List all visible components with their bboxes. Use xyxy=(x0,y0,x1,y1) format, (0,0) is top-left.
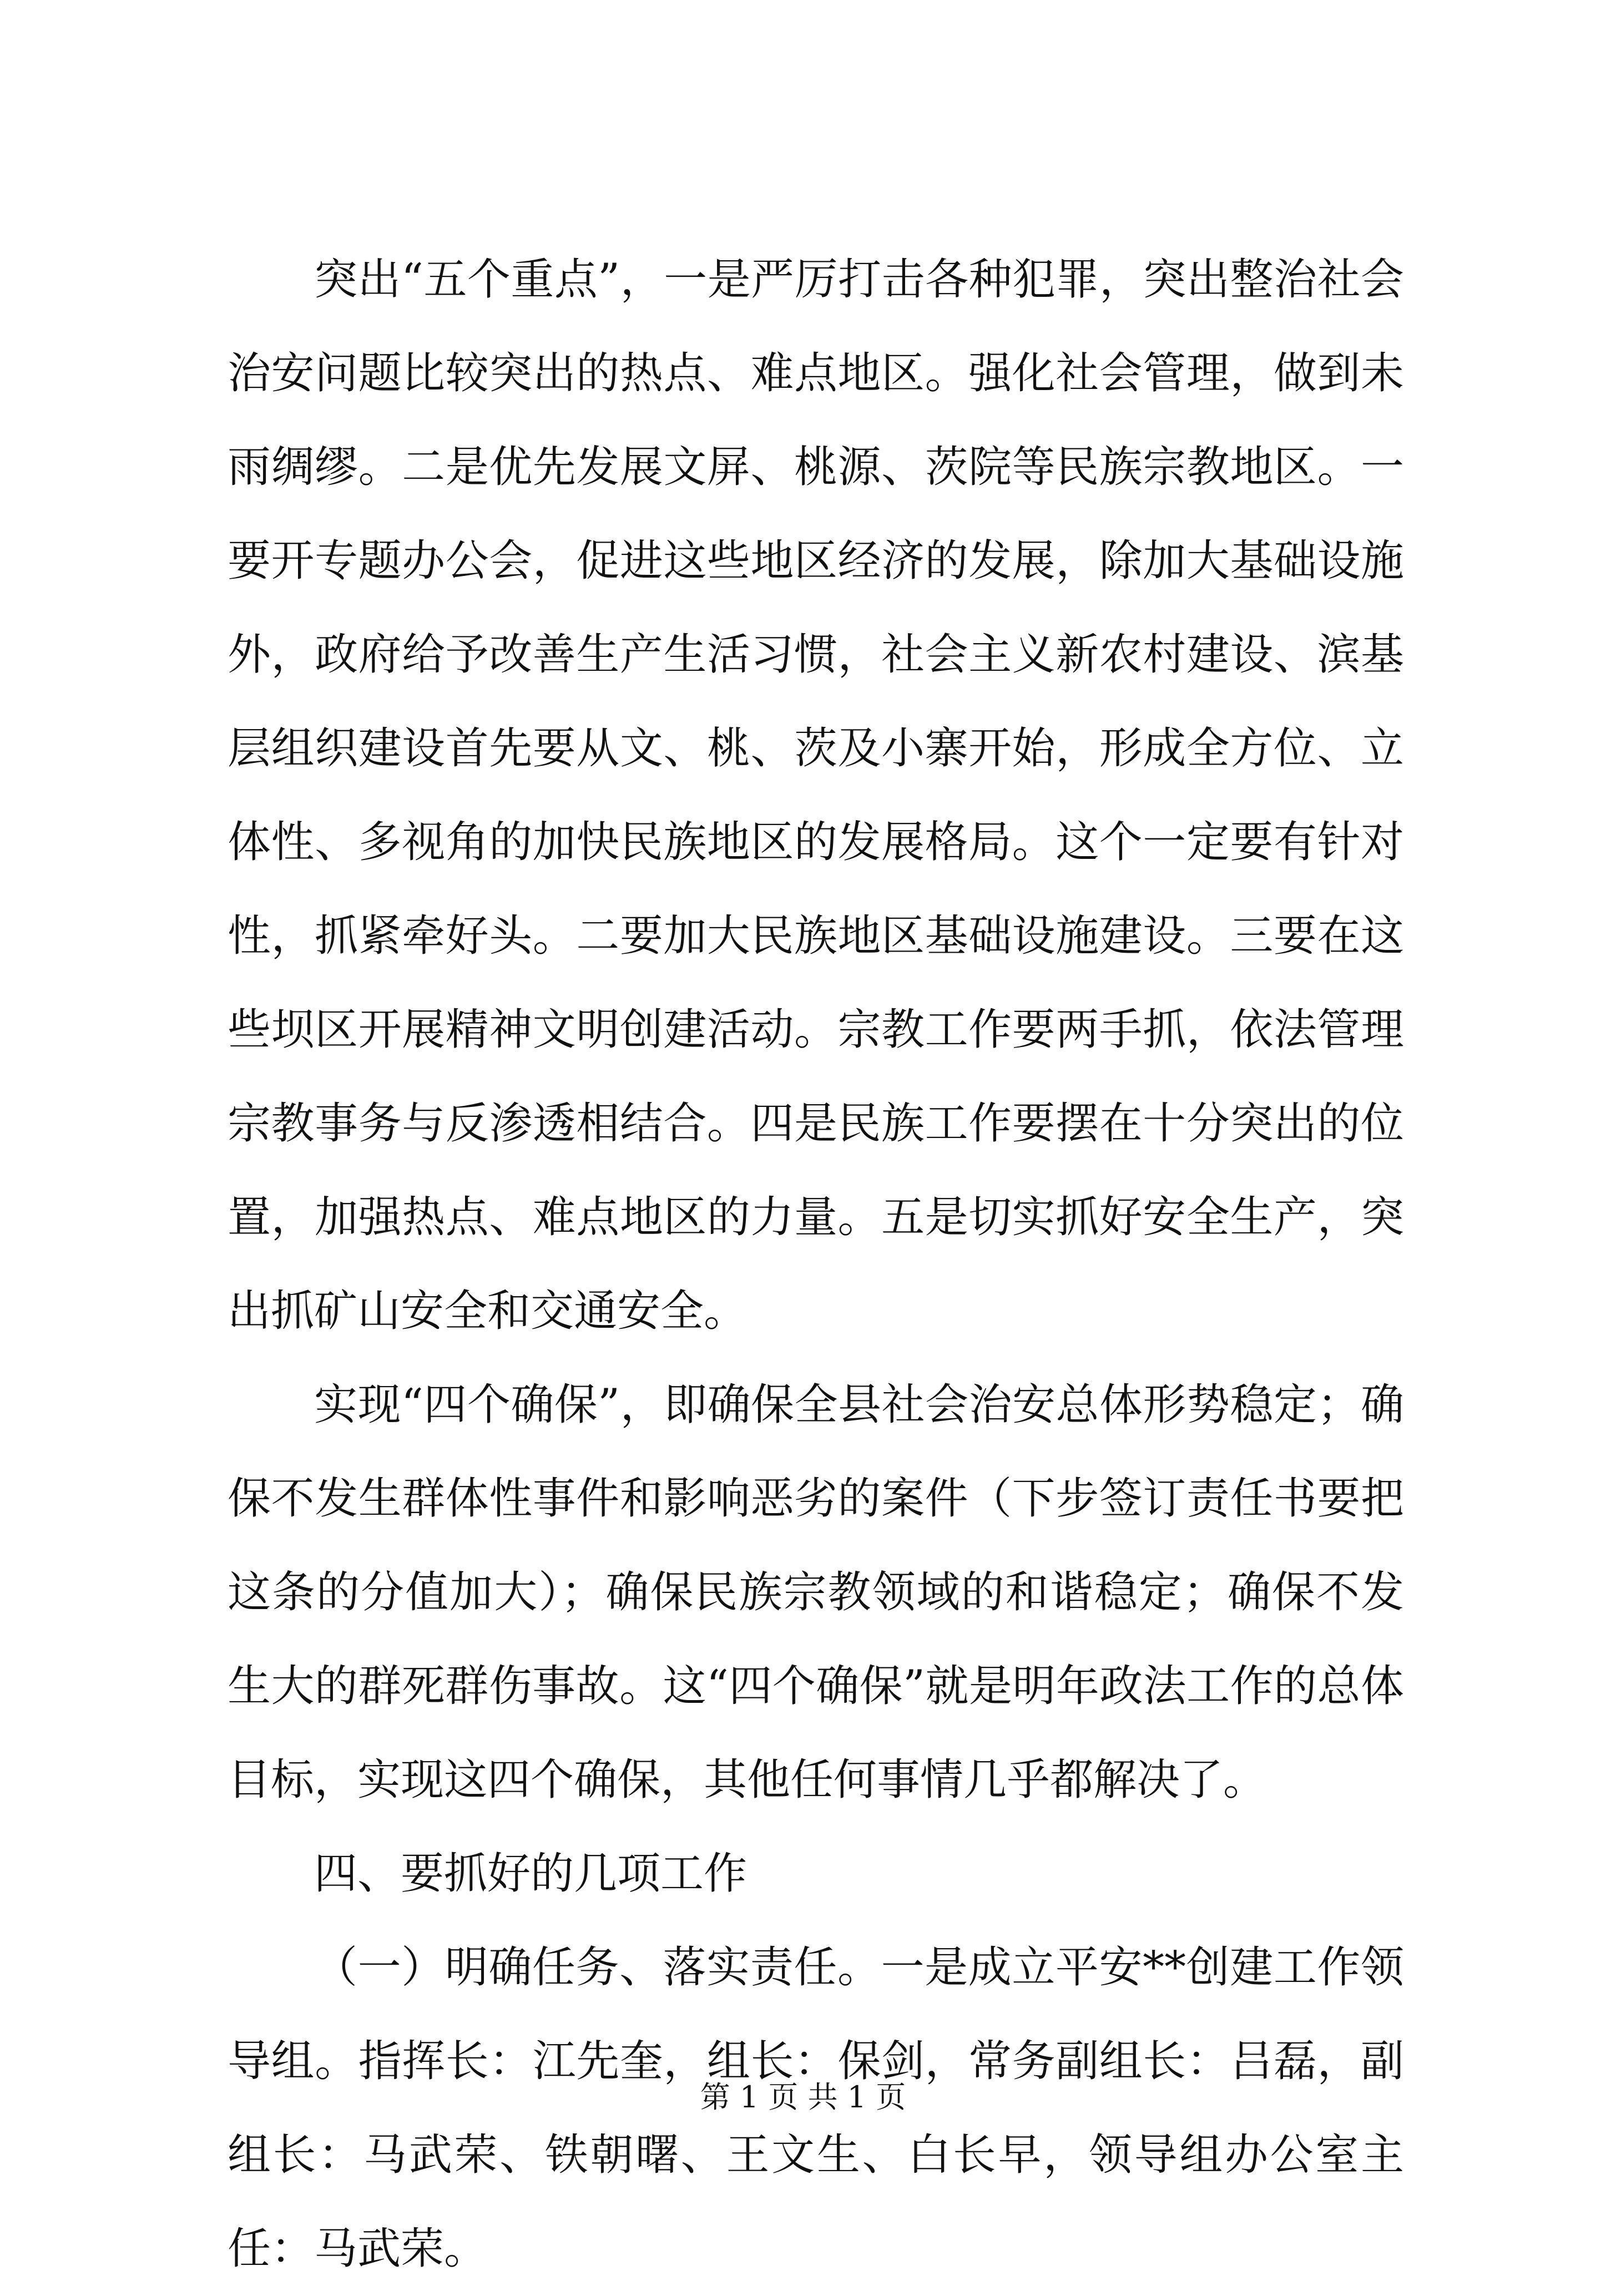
section-heading-four: 四、要抓好的几项工作 xyxy=(314,1849,748,1899)
page-footer: 第 1 页 共 1 页 xyxy=(700,2080,906,2115)
paragraph-five-priorities: 突出“五个重点”，一是严厉打击各种犯罪，突出整治社会治安问题比较突出的热点、难点地区。强化社会管理，做到未雨绸缪。二是优先发展文屏、桃源、茨院等民族宗教地区。一要开专题办公会，促进这些地区经济的发展，除加大基础设施外，政府给予改善生产生活习惯，社会主义新农村建设、滨基层组织建设首先要从文、桃、茨及小寨开始，形成全方位、立体性、多视角的加快民族地区的发展格局。这个一定要有针对性，抓紧牵好头。二要加大民族地区基础设施建设。三要在这些坝区开展精神文明创建活动。宗教工作要两手抓，依法管理宗教事务与反渗透相结合。四是民族工作要摆在十分突出的位置，加强热点、难点地区的力量。五是切实抓好安全生产，突出抓矿山安全和交通安全。 xyxy=(228,255,1404,1336)
paragraph-four-guarantees: 实现“四个确保”，即确保全县社会治安总体形势稳定；确保不发生群体性事件和影响恶劣的案件（下步签订责任书要把这条的分值加大）；确保民族宗教领域的和谐稳定；确保不发生大的群死群伤事故。这“四个确保”就是明年政法工作的总体目标，实现这四个确保，其他任何事情几乎都解决了。 xyxy=(228,1380,1404,1805)
paragraph-clarify-tasks: （一）明确任务、落实责任。一是成立平安**创建工作领导组。指挥长：江先奎，组长：保剑，常务副组长：吕磊，副组长：马武荣、铁朝曙、王文生、白长早，领导组办公室主任：马武荣。 xyxy=(228,1943,1404,2274)
document-body xyxy=(228,233,1404,2296)
